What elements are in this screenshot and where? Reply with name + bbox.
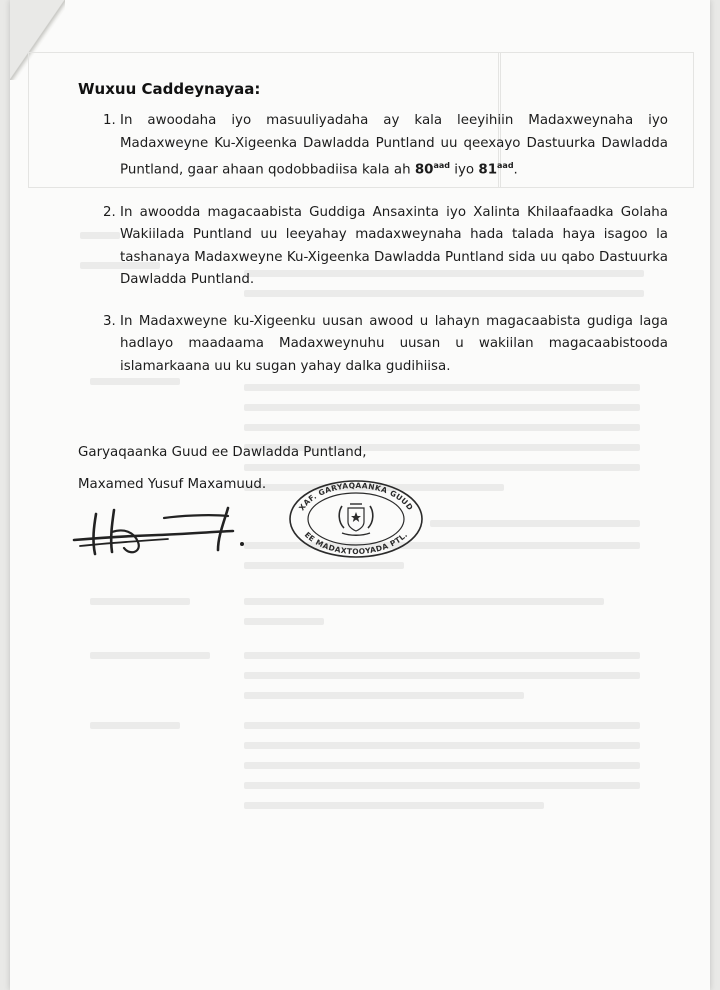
ghost-line [244, 424, 640, 431]
ordinal-suffix: aad [433, 161, 451, 170]
ghost-line [244, 722, 640, 729]
article-number: 81 [478, 162, 498, 178]
ghost-line [244, 782, 640, 789]
clause-item [120, 202, 668, 292]
stamp-bottom-text: EE MADAXTOOYADA PTL. [302, 530, 410, 557]
official-stamp [286, 478, 426, 560]
ghost-line [244, 802, 544, 809]
ghost-line [430, 520, 640, 527]
ghost-line [244, 672, 640, 679]
article-number: 80 [414, 162, 434, 178]
clause-text: In Madaxweyne ku-Xigeenku uusan awood u lahayn magacaabista gudiga laga hadlayo maadaama Madaxweynuhu uusan u wakiilan magacaabistooda islamarkaana uu ku sugan yahay dalka gudihiisa. [120, 313, 668, 374]
coat-of-arms-emblem [339, 504, 373, 535]
ghost-line [244, 618, 324, 625]
clause-text: In awoodda magacaabista Guddiga Ansaxinta iyo Xalinta Khilaafaadka Golaha Wakiilada Puntland uu leeyahay madaxweynaha hada talada haya isagoo la tashanaya Madaxweyne Ku-Xigeenka Dawladda Puntland sida uu qabo Dastuurka Dawladda Puntland. [120, 204, 668, 288]
svg-text:EE MADAXTOOYADA PTL. [303, 530, 410, 556]
signatory-title: Garyaqaanka Guud ee Dawladda Puntland, [78, 445, 367, 460]
document-heading: Wuxuu Caddeynayaa: [78, 80, 261, 98]
clause-text: iyo [450, 162, 479, 178]
ghost-line [244, 742, 640, 749]
clause-end: . [513, 162, 518, 178]
ghost-line [90, 598, 190, 605]
ghost-line [244, 762, 640, 769]
clause-item [120, 311, 668, 379]
stamp-top-text: XAF. GARYAQAANKA GUUD [297, 480, 415, 513]
ghost-line [90, 722, 180, 729]
ghost-line [244, 652, 640, 659]
ghost-line [90, 652, 210, 659]
document-page [10, 0, 710, 990]
ghost-line [244, 404, 640, 411]
ghost-line [244, 598, 604, 605]
clause-list [98, 110, 668, 398]
clause-text: In awoodaha iyo masuuliyadaha ay kala leeyihiin Madaxweynaha iyo Madaxweyne Ku-Xigeenka Dawladda Puntland uu qeexayo Dastuurka Dawladda Puntland, gaar ahaan qodobbadiisa kala ah [120, 113, 668, 178]
ordinal-suffix: aad [497, 161, 514, 170]
ghost-line [244, 562, 404, 569]
signatory-name: Maxamed Yusuf Maxamuud. [78, 477, 267, 492]
ghost-line [244, 692, 524, 699]
clause-item [120, 110, 668, 182]
handwritten-signature [68, 502, 258, 562]
